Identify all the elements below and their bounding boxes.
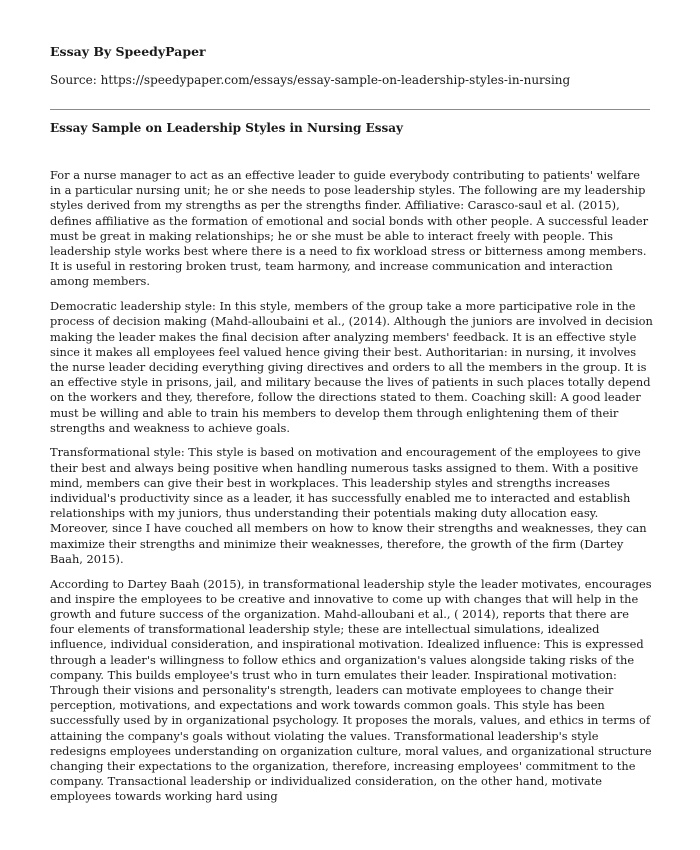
essay-title: Essay Sample on Leadership Styles in Nursing Essay	[50, 121, 403, 135]
publisher-heading: Essay By SpeedyPaper	[50, 44, 206, 59]
header-divider	[50, 109, 650, 110]
paragraph: Democratic leadership style: In this style, members of the group take a more participative role in the process of decision making (Mahd-alloubaini et al., (2014). Although the juniors are involved in decision making the leader makes the final decision after analyzing members' feedback. It is an effective style since it makes all employees feel valued hence giving their best. Authoritarian: in nursing, it involves the nurse leader deciding everything giving directives and orders to all the members in the group. It is an effective style in prisons, jail, and military because the lives of patients in such places totally depend on the workers and they, therefore, follow the directions stated to them. Coaching skill: A good leader must be willing and able to train his members to develop them through enlightening them of their strengths and weakness to achieve goals.	[50, 299, 653, 435]
paragraph: For a nurse manager to act as an effective leader to guide everybody contributing to patients' welfare in a particular nursing unit; he or she needs to pose leadership styles. The following are my leadership styles derived from my strengths as per the strengths finder. Affiliative: Carasco-saul et al. (2015), defines affiliative as the formation of emotional and social bonds with other people. A successful leader must be great in making relationships; he or she must be able to interact freely with people. This leadership style works best where there is a need to fix workload stress or bitterness among members. It is useful in restoring broken trust, team harmony, and increase communication and interaction among members.	[50, 168, 649, 289]
essay-body	[50, 168, 654, 814]
paragraph: According to Dartey Baah (2015), in transformational leadership style the leader motivates, encourages and inspire the employees to be creative and innovative to come up with changes that will help in the growth and future success of the organization. Mahd-alloubani et al., ( 2014), reports that there are four elements of transformational leadership style; these are intellectual simulations, idealized influence, individual consideration, and inspirational motivation. Idealized influence: This is expressed through a leader's willingness to follow ethics and organization's values alongside taking risks of the company. This builds employee's trust who in turn emulates their leader. Inspirational motivation: Through their visions and personality's strength, leaders can motivate employees to change their perception, motivations, and expectations and work towards common goals. This style has been successfully used by in organizational psychology. It proposes the morals, values, and ethics in terms of attaining the company's goals without violating the values. Transformational leadership's style redesigns employees understanding on organization culture, moral values, and organizational structure changing their expectations to the organization, therefore, increasing employees' commitment to the company. Transactional leadership or individualized consideration, on the other hand, motivate employees towards working hard using	[50, 576, 652, 804]
paragraph: Transformational style: This style is based on motivation and encouragement of the employees to give their best and always being positive when handling numerous tasks assigned to them. With a positive mind, members can give their best in workplaces. This leadership styles and strengths increases individual's productivity since as a leader, it has successfully enabled me to interacted and establish relationships with my juniors, thus understanding their potentials making duty allocation easy. Moreover, since I have couched all members on how to know their strengths and weaknesses, they can maximize their strengths and minimize their weaknesses, therefore, the growth of the firm (Dartey Baah, 2015).	[50, 445, 647, 566]
source-link[interactable]: Source: https://speedypaper.com/essays/essay-sample-on-leadership-styles-in-nursing	[50, 73, 571, 87]
